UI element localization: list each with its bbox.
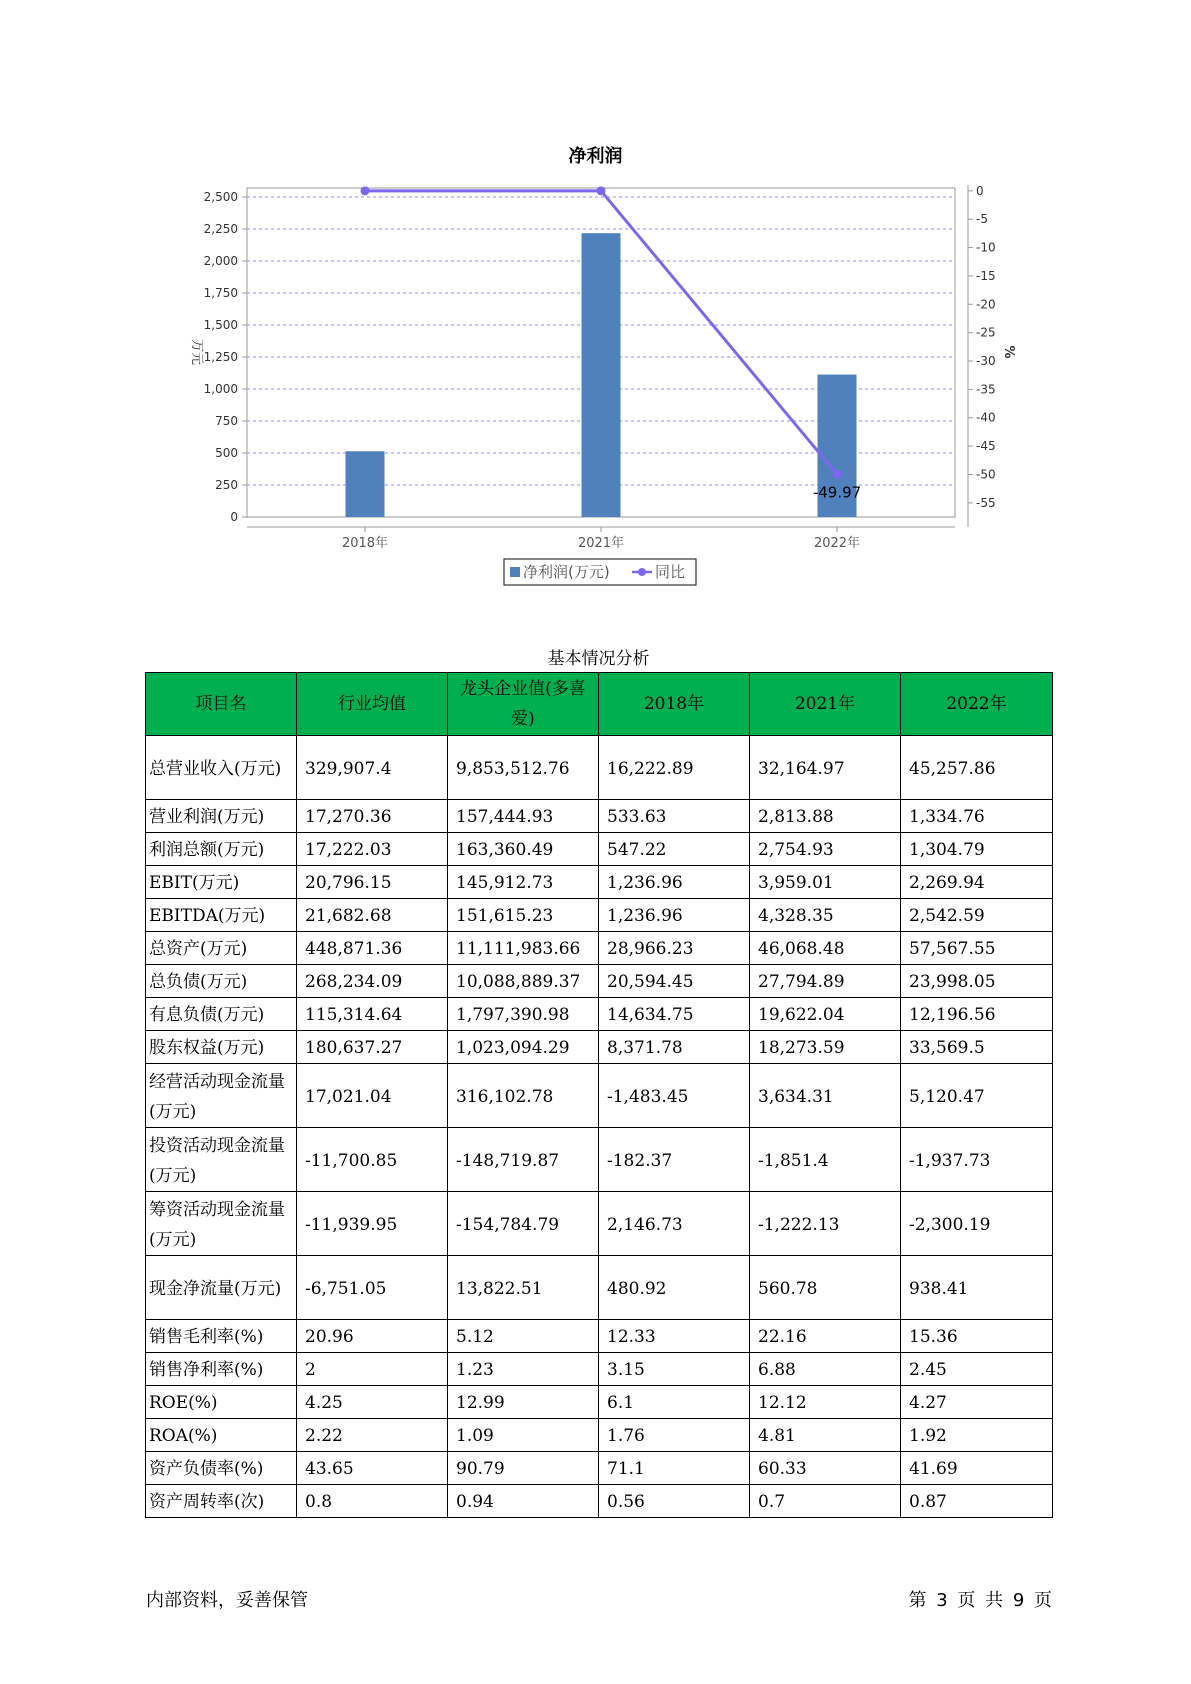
bar-series [346,233,857,517]
cell-value-2021: -1,222.13 [750,1192,901,1256]
cell-value-2018: 16,222.89 [599,736,750,800]
cell-item: 总负债(万元) [146,965,297,998]
cell-leader-value: 11,111,983.66 [448,932,599,965]
cell-value-2018: 0.56 [599,1485,750,1518]
cell-value-2021: 22.16 [750,1320,901,1353]
table-title: 基本情况分析 [547,649,650,669]
y2-tick-label: -20 [976,297,996,312]
bar [582,233,621,517]
y2-tick-label: -50 [976,467,996,482]
table-row [146,833,1053,866]
cell-value-2018: 533.63 [599,800,750,833]
cell-value-2021: 18,273.59 [750,1031,901,1064]
cell-value-2018: 3.15 [599,1353,750,1386]
cell-leader-value: 157,444.93 [448,800,599,833]
cell-value-2018: 1,236.96 [599,899,750,932]
cell-industry-average: 17,021.04 [297,1064,448,1128]
cell-value-2021: 2,813.88 [750,800,901,833]
table-row [146,1031,1053,1064]
table-row [146,1256,1053,1320]
cell-value-2022: 33,569.5 [901,1031,1053,1064]
cell-item: EBITDA(万元) [146,899,297,932]
cell-value-2022: 1,334.76 [901,800,1053,833]
header-2022: 2022年 [901,673,1053,736]
header-item-name: 项目名 [146,673,297,736]
cell-value-2018: 6.1 [599,1386,750,1419]
cell-item: 资产负债率(%) [146,1452,297,1485]
cell-value-2021: 2,754.93 [750,833,901,866]
cell-value-2022: 23,998.05 [901,965,1053,998]
cell-industry-average: 329,907.4 [297,736,448,800]
legend-bar-swatch [510,567,520,577]
bar [346,451,385,517]
yoy-point [597,186,606,195]
cell-industry-average: 2.22 [297,1419,448,1452]
cell-value-2021: 32,164.97 [750,736,901,800]
cell-leader-value: 1,023,094.29 [448,1031,599,1064]
cell-industry-average: 180,637.27 [297,1031,448,1064]
legend-line-label: 同比 [655,563,686,581]
cell-value-2021: 60.33 [750,1452,901,1485]
cell-leader-value: 1.23 [448,1353,599,1386]
footer-confidential-note: 内部资料，妥善保管 [146,1590,308,1611]
y-tick-label: 1,750 [203,286,238,300]
cell-industry-average: 4.25 [297,1386,448,1419]
cell-industry-average: 0.8 [297,1485,448,1518]
y2-tick-label: -40 [976,410,996,425]
cell-value-2022: 41.69 [901,1452,1053,1485]
cell-value-2021: 3,959.01 [750,866,901,899]
cell-value-2022: 2,542.59 [901,899,1053,932]
y2-tick-label: -5 [976,212,988,227]
cell-item: 总资产(万元) [146,932,297,965]
table-row [146,1192,1053,1256]
cell-value-2022: 12,196.56 [901,998,1053,1031]
cell-item: 现金净流量(万元) [146,1256,297,1320]
cell-item: ROE(%) [146,1386,297,1419]
cell-value-2018: 1.76 [599,1419,750,1452]
cell-leader-value: 145,912.73 [448,866,599,899]
cell-value-2021: 6.88 [750,1353,901,1386]
cell-value-2021: 0.7 [750,1485,901,1518]
cell-industry-average: 268,234.09 [297,965,448,998]
cell-leader-value: 90.79 [448,1452,599,1485]
table-row [146,1064,1053,1128]
cell-value-2022: 57,567.55 [901,932,1053,965]
table-row [146,965,1053,998]
y2-tick-label: 0 [976,183,984,198]
cell-value-2018: 12.33 [599,1320,750,1353]
cell-value-2018: -1,483.45 [599,1064,750,1128]
cell-value-2021: 4,328.35 [750,899,901,932]
cell-industry-average: 21,682.68 [297,899,448,932]
cell-value-2022: 4.27 [901,1386,1053,1419]
table-row [146,736,1053,800]
table-row [146,866,1053,899]
cell-value-2018: -182.37 [599,1128,750,1192]
y2-tick-label: -35 [976,382,996,397]
cell-value-2022: -2,300.19 [901,1192,1053,1256]
left-axis [204,190,247,524]
y-tick-label: 2,000 [203,254,238,268]
cell-value-2018: 14,634.75 [599,998,750,1031]
cell-value-2022: 938.41 [901,1256,1053,1320]
cell-industry-average: 43.65 [297,1452,448,1485]
cell-value-2018: 71.1 [599,1452,750,1485]
data-label: -49.97 [812,483,862,502]
cell-value-2018: 547.22 [599,833,750,866]
cell-value-2018: 2,146.73 [599,1192,750,1256]
legend-line-marker [638,568,646,576]
cell-item: 销售净利率(%) [146,1353,297,1386]
right-axis [968,184,996,527]
x-axis [247,527,955,551]
y-tick-label: 250 [215,478,238,492]
cell-industry-average: 20.96 [297,1320,448,1353]
cell-value-2022: 0.87 [901,1485,1053,1518]
cell-leader-value: 1,797,390.98 [448,998,599,1031]
header-2021: 2021年 [750,673,901,736]
cell-industry-average: 115,314.64 [297,998,448,1031]
x-tick-label: 2021年 [577,536,625,551]
cell-leader-value: -154,784.79 [448,1192,599,1256]
cell-value-2022: 5,120.47 [901,1064,1053,1128]
y-tick-label: 2,250 [203,222,238,236]
table-row [146,1485,1053,1518]
basic-analysis-table [145,672,1053,1518]
cell-leader-value: 1.09 [448,1419,599,1452]
cell-item: 资产周转率(次) [146,1485,297,1518]
table-header-row [146,673,1053,736]
cell-leader-value: 9,853,512.76 [448,736,599,800]
cell-value-2021: -1,851.4 [750,1128,901,1192]
cell-leader-value: 163,360.49 [448,833,599,866]
cell-item: 经营活动现金流量(万元) [146,1064,297,1128]
yoy-point [833,470,842,479]
cell-industry-average: -11,700.85 [297,1128,448,1192]
table-row [146,1452,1053,1485]
cell-item: 有息负债(万元) [146,998,297,1031]
cell-value-2018: 480.92 [599,1256,750,1320]
cell-leader-value: 13,822.51 [448,1256,599,1320]
cell-item: 股东权益(万元) [146,1031,297,1064]
cell-value-2021: 4.81 [750,1419,901,1452]
cell-value-2018: 8,371.78 [599,1031,750,1064]
y2-tick-label: -45 [976,439,996,454]
cell-leader-value: 5.12 [448,1320,599,1353]
cell-industry-average: 448,871.36 [297,932,448,965]
net-profit-chart [0,0,1191,600]
cell-item: 投资活动现金流量(万元) [146,1128,297,1192]
cell-industry-average: 2 [297,1353,448,1386]
table-row [146,1386,1053,1419]
cell-value-2022: 45,257.86 [901,736,1053,800]
y-tick-label: 0 [230,510,238,524]
y-tick-label: 750 [215,414,238,428]
cell-value-2021: 560.78 [750,1256,901,1320]
cell-industry-average: 20,796.15 [297,866,448,899]
y2-tick-label: -10 [976,240,996,255]
table-row [146,998,1053,1031]
cell-item: 利润总额(万元) [146,833,297,866]
cell-industry-average: -11,939.95 [297,1192,448,1256]
table-body [146,736,1053,1518]
y2-tick-label: -25 [976,325,996,340]
y-tick-label: 500 [215,446,238,460]
cell-leader-value: 12.99 [448,1386,599,1419]
cell-value-2021: 12.12 [750,1386,901,1419]
x-tick-label: 2022年 [813,536,861,551]
cell-value-2021: 46,068.48 [750,932,901,965]
y-tick-label: 1,250 [203,350,238,364]
header-2018: 2018年 [599,673,750,736]
footer-page-number: 第 3 页 共 9 页 [908,1590,1052,1611]
cell-item: ROA(%) [146,1419,297,1452]
y2-tick-label: -30 [976,354,996,369]
cell-value-2018: 1,236.96 [599,866,750,899]
x-tick-label: 2018年 [341,536,389,551]
cell-item: 总营业收入(万元) [146,736,297,800]
cell-item: 销售毛利率(%) [146,1320,297,1353]
cell-value-2022: 2,269.94 [901,866,1053,899]
cell-industry-average: -6,751.05 [297,1256,448,1320]
cell-leader-value: 10,088,889.37 [448,965,599,998]
cell-value-2022: 1,304.79 [901,833,1053,866]
cell-industry-average: 17,222.03 [297,833,448,866]
cell-value-2022: -1,937.73 [901,1128,1053,1192]
cell-value-2022: 2.45 [901,1353,1053,1386]
table-row [146,800,1053,833]
table-row [146,899,1053,932]
cell-industry-average: 17,270.36 [297,800,448,833]
y-tick-label: 1,000 [203,382,238,396]
cell-value-2021: 19,622.04 [750,998,901,1031]
chart-legend [504,559,696,585]
legend-bar-label: 净利润(万元) [523,563,610,581]
table-row [146,1419,1053,1452]
table-row [146,1320,1053,1353]
cell-item: EBIT(万元) [146,866,297,899]
table-row [146,1128,1053,1192]
cell-value-2018: 20,594.45 [599,965,750,998]
cell-value-2021: 3,634.31 [750,1064,901,1128]
y2-tick-label: -15 [976,268,996,283]
cell-item: 营业利润(万元) [146,800,297,833]
table-row [146,932,1053,965]
y2-axis-label: % [1001,345,1016,359]
table-row [146,1353,1053,1386]
y-tick-label: 2,500 [203,190,238,204]
cell-value-2022: 1.92 [901,1419,1053,1452]
chart-title: 净利润 [568,146,623,167]
yoy-point [361,186,370,195]
header-industry-average: 行业均值 [297,673,448,736]
cell-value-2022: 15.36 [901,1320,1053,1353]
y2-tick-label: -55 [976,495,996,510]
header-leader-value: 龙头企业值(多喜爱) [448,673,599,736]
cell-leader-value: 316,102.78 [448,1064,599,1128]
cell-leader-value: 151,615.23 [448,899,599,932]
cell-leader-value: 0.94 [448,1485,599,1518]
cell-leader-value: -148,719.87 [448,1128,599,1192]
cell-item: 筹资活动现金流量(万元) [146,1192,297,1256]
cell-value-2018: 28,966.23 [599,932,750,965]
y-tick-label: 1,500 [203,318,238,332]
cell-value-2021: 27,794.89 [750,965,901,998]
y-axis-label: 万元 [189,338,204,366]
